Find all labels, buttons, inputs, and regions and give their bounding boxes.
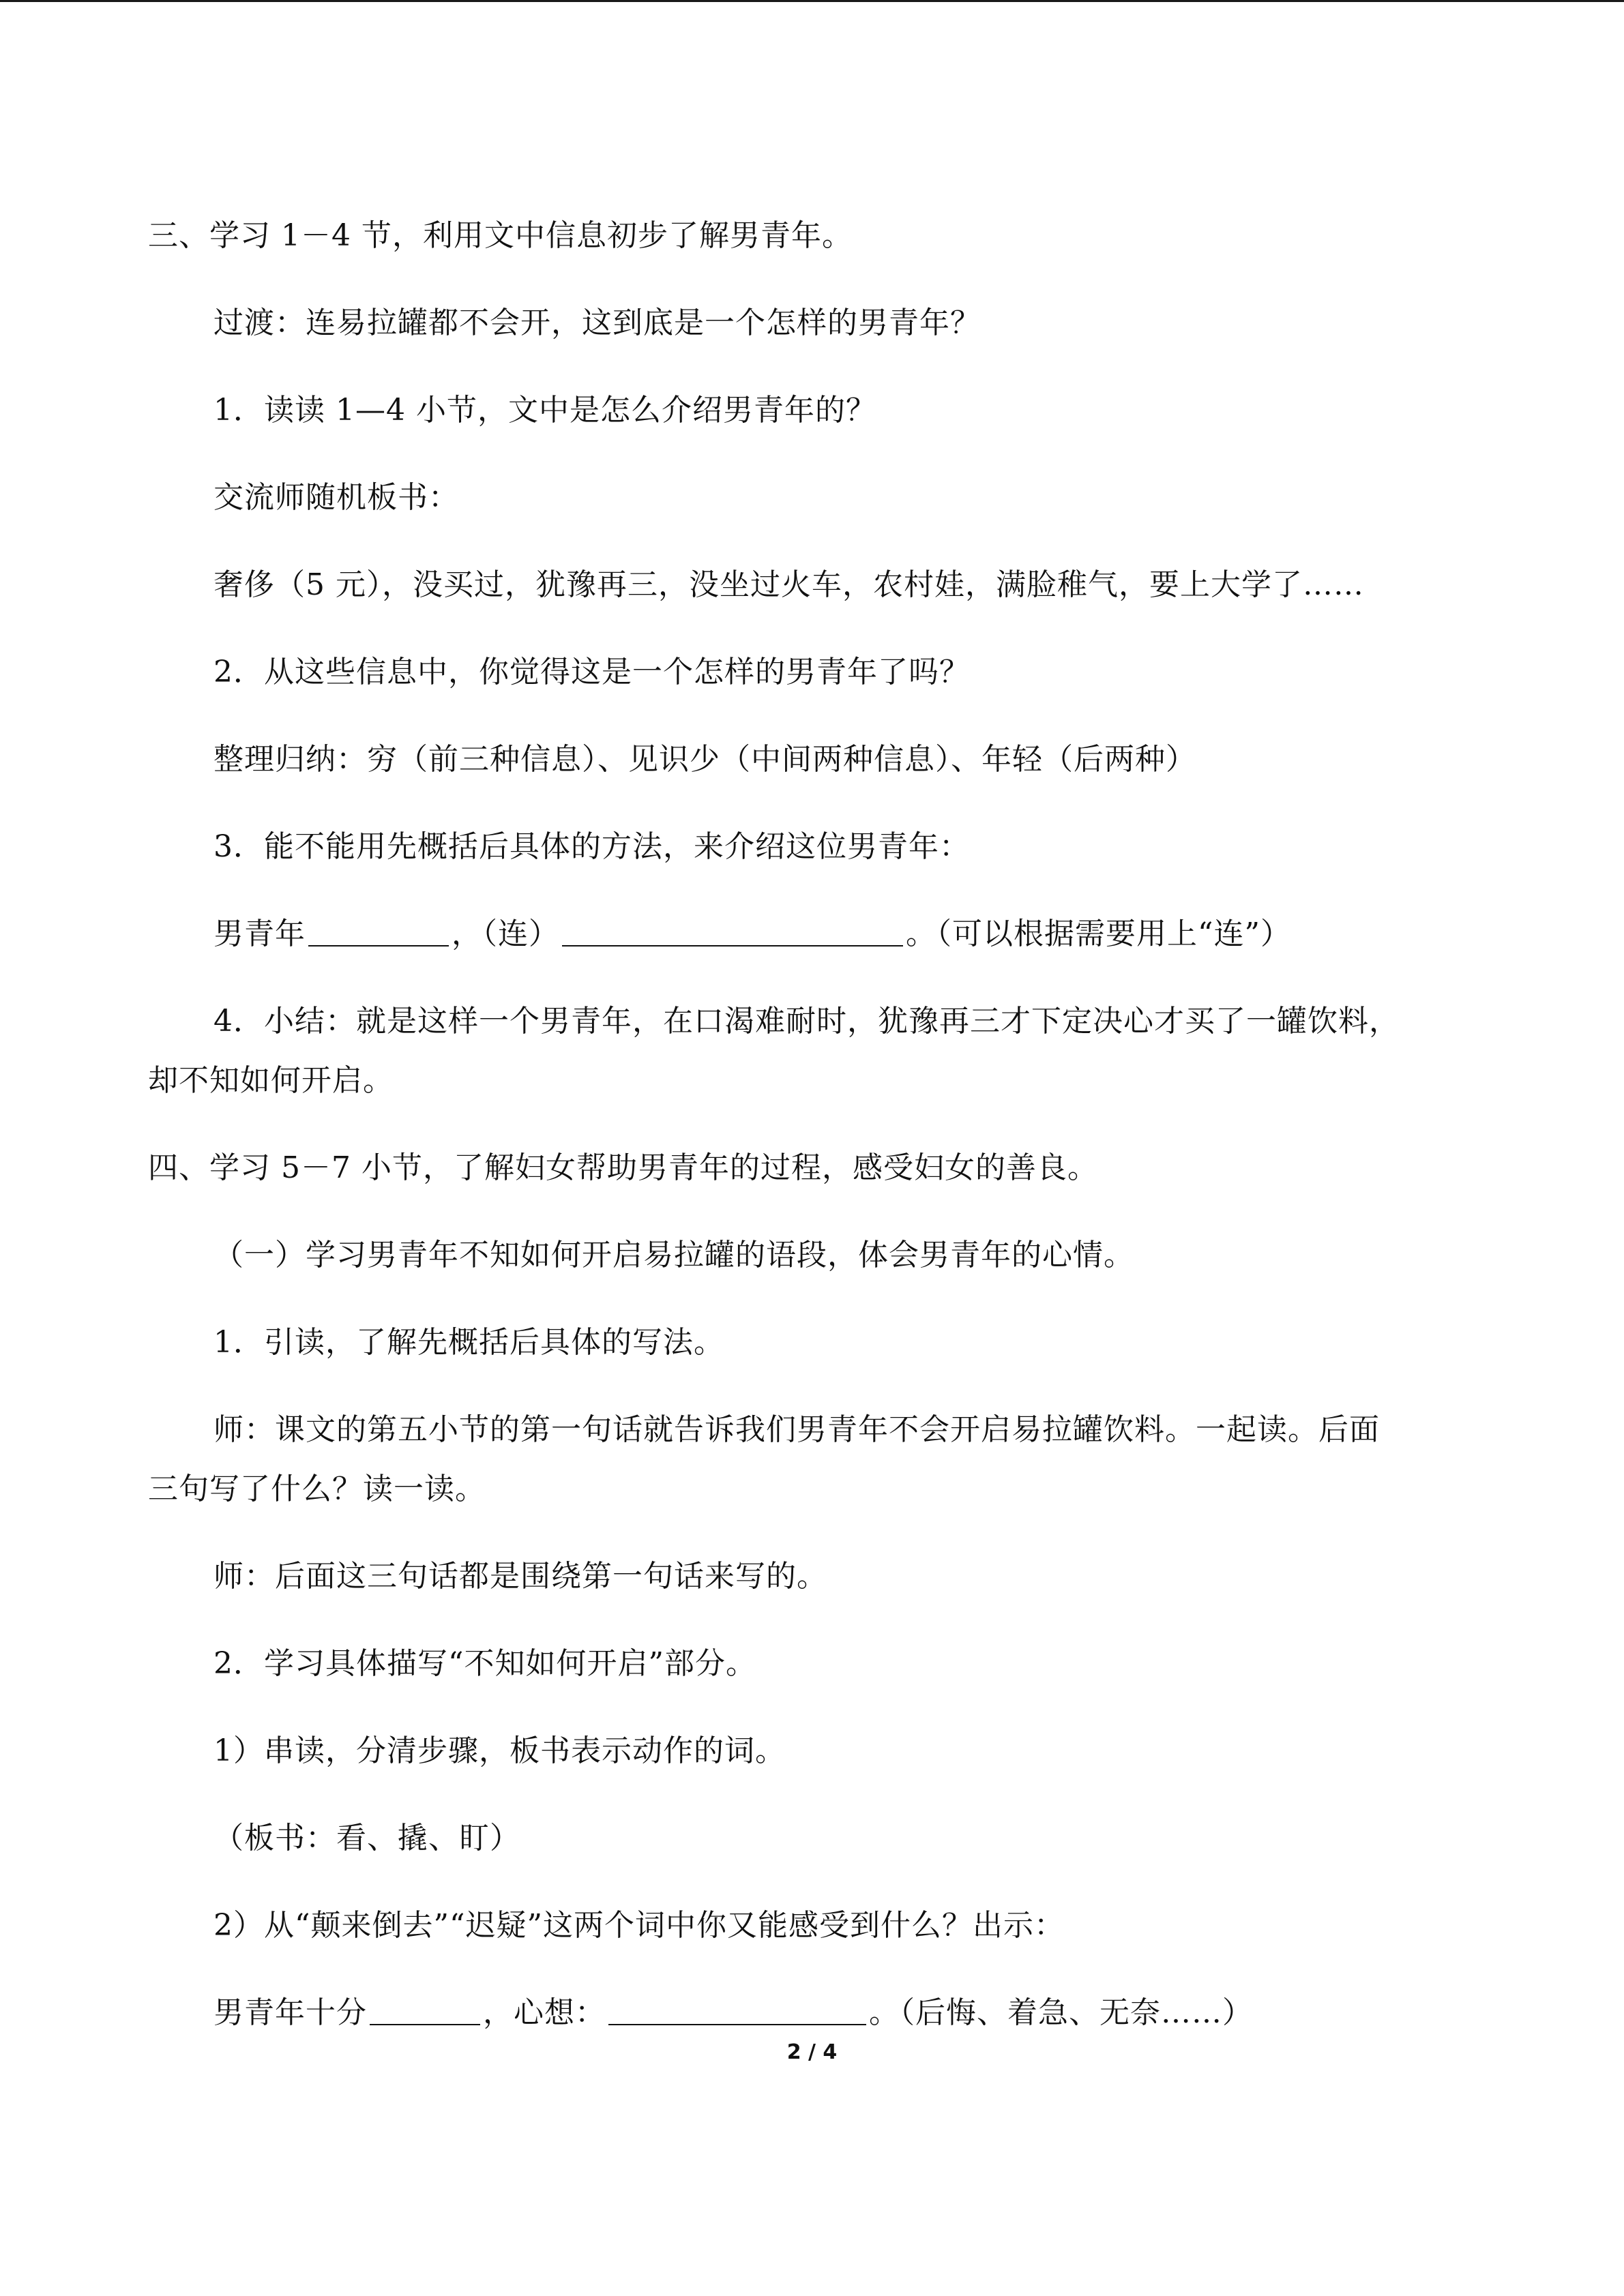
fill-two-suffix: 。（后悔、着急、无奈……） — [869, 1995, 1253, 2030]
step-two-question: 2．从这些信息中，你觉得这是一个怎样的男青年了吗？ — [213, 655, 970, 689]
fill-in-sentence-two — [213, 1993, 1253, 2033]
step-three-question: 3．能不能用先概括后具体的方法，来介绍这位男青年： — [213, 829, 970, 864]
teacher-remark-one-line-one: 师：课文的第五小节的第一句话就告诉我们男青年不会开启易拉罐饮料。一起读。后面 — [213, 1412, 1380, 1447]
teacher-remark-two: 师：后面这三句话都是围绕第一句话来写的。 — [213, 1559, 827, 1594]
fill-one-prefix: 男青年 — [213, 916, 306, 951]
fill-two-blank-b — [608, 1994, 866, 2025]
fill-two-middle: ，心想： — [483, 1995, 606, 2030]
step-two-heading: 2．学习具体描写“不知如何开启”部分。 — [213, 1646, 756, 1681]
fill-one-middle: ，（连） — [452, 916, 559, 951]
section-four-heading: 四、学习 5－7 小节，了解妇女帮助男青年的过程，感受妇女的善良。 — [148, 1150, 1098, 1185]
board-note-intro: 交流师随机板书： — [213, 480, 459, 515]
step-one-guided-reading: 1．引读，了解先概括后具体的写法。 — [213, 1325, 724, 1360]
transition-text: 过渡：连易拉罐都不会开，这到底是一个怎样的男青年？ — [213, 305, 981, 340]
summary-categories: 整理归纳：穷（前三种信息）、见识少（中间两种信息）、年轻（后两种） — [213, 742, 1196, 777]
section-three-heading: 三、学习 1－4 节，利用文中信息初步了解男青年。 — [148, 218, 853, 253]
summary-line-two: 却不知如何开启。 — [148, 1063, 394, 1098]
fill-one-blank-a — [308, 915, 449, 946]
summary-line-one: 4．小结：就是这样一个男青年，在口渴难耐时，犹豫再三才下定决心才买了一罐饮料， — [213, 1004, 1400, 1039]
sub-step-two: 2）从“颠来倒去”“迟疑”这两个词中你又能感受到什么？出示： — [213, 1908, 1065, 1943]
board-actions: （板书：看、撬、盯） — [213, 1821, 520, 1855]
board-keywords: 奢侈（5 元），没买过，犹豫再三，没坐过火车，农村娃，满脸稚气，要上大学了…… — [213, 567, 1364, 602]
part-one-heading: （一）学习男青年不知如何开启易拉罐的语段，体会男青年的心情。 — [213, 1238, 1134, 1272]
sub-step-one: 1）串读，分清步骤，板书表示动作的词。 — [213, 1733, 786, 1768]
fill-in-sentence-one — [213, 914, 1291, 955]
fill-one-suffix: 。（可以根据需要用上“连”） — [906, 916, 1291, 951]
fill-two-prefix: 男青年十分 — [213, 1995, 367, 2030]
fill-two-blank-a — [370, 1994, 480, 2025]
step-one-question: 1．读读 1—4 小节，文中是怎么介绍男青年的？ — [213, 393, 876, 428]
teacher-remark-one-line-two: 三句写了什么？读一读。 — [148, 1472, 486, 1506]
page-number: 2 / 4 — [786, 2040, 838, 2064]
fill-one-blank-b — [562, 915, 903, 946]
